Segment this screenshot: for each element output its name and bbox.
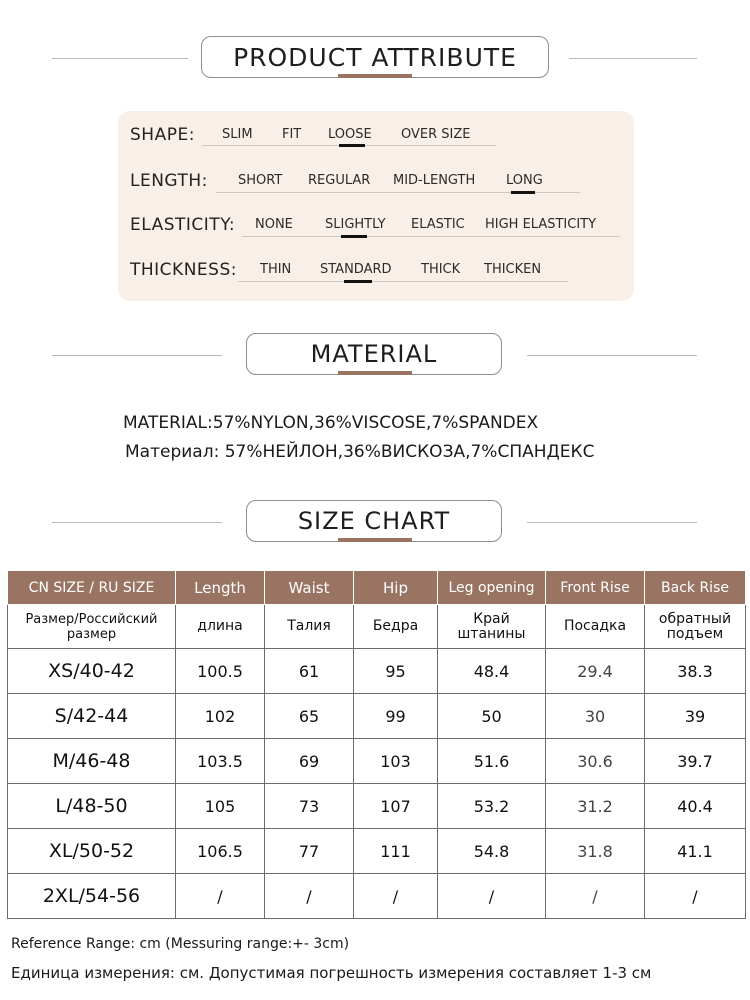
cell-size: M/46-48 xyxy=(8,739,176,784)
cell-waist: 73 xyxy=(265,784,354,829)
divider-left xyxy=(52,522,222,523)
attr-row-length xyxy=(118,171,634,201)
divider-left xyxy=(52,355,222,356)
size-chart-header xyxy=(0,498,750,548)
cell-back-rise: 39.7 xyxy=(645,739,746,784)
cell-leg-opening: / xyxy=(438,874,546,919)
section-title: MATERIAL xyxy=(246,333,502,375)
header-ru-text: Размер/Российский xyxy=(25,611,158,627)
cell-leg-opening: 51.6 xyxy=(438,739,546,784)
table-header-ru-row xyxy=(8,605,746,649)
header-ru-waist xyxy=(265,605,354,649)
divider-right xyxy=(569,58,697,59)
header-ru-size xyxy=(8,605,176,649)
header-ru-text: размер xyxy=(66,626,117,642)
attr-option: ELASTIC xyxy=(411,217,465,232)
attr-label: SHAPE: xyxy=(130,125,195,145)
cell-waist: 69 xyxy=(265,739,354,784)
cell-leg-opening: 48.4 xyxy=(438,649,546,694)
cell-front-rise: / xyxy=(546,874,645,919)
table-row xyxy=(8,694,746,739)
attr-option: THICKEN xyxy=(484,262,542,277)
cell-leg-opening: 53.2 xyxy=(438,784,546,829)
cell-size: XL/50-52 xyxy=(8,829,176,874)
attr-option: THIN xyxy=(260,262,292,277)
header-length: Length xyxy=(176,571,265,605)
cell-leg-opening: 54.8 xyxy=(438,829,546,874)
cell-hip: / xyxy=(354,874,438,919)
cell-waist: 77 xyxy=(265,829,354,874)
attr-row-thickness xyxy=(118,260,634,290)
reference-range-note: Reference Range: cm (Messuring range:+- 3cm) xyxy=(11,936,350,952)
size-chart-table xyxy=(7,570,746,919)
header-front-rise: Front Rise xyxy=(546,571,645,605)
cell-waist: 65 xyxy=(265,694,354,739)
selected-marker xyxy=(339,144,365,147)
attr-label: LENGTH: xyxy=(130,171,208,191)
cell-length: 102 xyxy=(176,694,265,739)
cell-length: 100.5 xyxy=(176,649,265,694)
header-ru-text: Посадка xyxy=(563,618,627,634)
cell-back-rise: 41.1 xyxy=(645,829,746,874)
cell-front-rise: 31.8 xyxy=(546,829,645,874)
cell-size: L/48-50 xyxy=(8,784,176,829)
cell-length: 106.5 xyxy=(176,829,265,874)
cell-back-rise: 39 xyxy=(645,694,746,739)
table-row xyxy=(8,874,746,919)
header-ru-text: обратный xyxy=(658,610,732,627)
cell-waist: / xyxy=(265,874,354,919)
material-composition-ru: Материал: 57%НЕЙЛОН,36%ВИСКОЗА,7%СПАНДЕКС xyxy=(125,442,595,462)
attr-option: SHORT xyxy=(238,173,283,188)
attr-option: REGULAR xyxy=(308,173,371,188)
attribute-panel xyxy=(118,111,634,301)
reference-range-note-ru: Единица измерения: см. Допустимая погрешность измерения составляет 1-3 см xyxy=(11,964,652,982)
table-row xyxy=(8,649,746,694)
header-size: CN SIZE / RU SIZE xyxy=(8,571,176,605)
cell-length: 103.5 xyxy=(176,739,265,784)
cell-front-rise: 30 xyxy=(546,694,645,739)
attr-option: MID-LENGTH xyxy=(393,173,476,188)
header-hip: Hip xyxy=(354,571,438,605)
cell-size: S/42-44 xyxy=(8,694,176,739)
selected-marker xyxy=(511,191,535,194)
cell-front-rise: 31.2 xyxy=(546,784,645,829)
section-title: SIZE CHART xyxy=(246,500,502,542)
header-ru-leg-opening xyxy=(438,605,546,649)
header-ru-front-rise xyxy=(546,605,645,649)
selected-marker xyxy=(341,235,367,238)
material-composition-en: MATERIAL:57%NYLON,36%VISCOSE,7%SPANDEX xyxy=(123,413,539,433)
cell-size: 2XL/54-56 xyxy=(8,874,176,919)
title-accent-bar xyxy=(338,371,412,375)
cell-hip: 99 xyxy=(354,694,438,739)
attr-option: NONE xyxy=(255,217,293,232)
cell-hip: 111 xyxy=(354,829,438,874)
cell-front-rise: 29.4 xyxy=(546,649,645,694)
attr-label: ELASTICITY: xyxy=(130,215,236,235)
header-ru-text: подъем xyxy=(666,625,724,642)
attr-option: THICK xyxy=(421,262,461,277)
attr-label: THICKNESS: xyxy=(130,260,237,280)
header-ru-hip xyxy=(354,605,438,649)
header-ru-text: Край xyxy=(473,610,510,627)
header-ru-text: Талия xyxy=(287,618,331,634)
cell-size: XS/40-42 xyxy=(8,649,176,694)
attr-option: FIT xyxy=(282,127,302,142)
header-ru-back-rise xyxy=(645,605,746,649)
cell-hip: 103 xyxy=(354,739,438,784)
attr-option: HIGH ELASTICITY xyxy=(485,217,597,232)
cell-hip: 95 xyxy=(354,649,438,694)
cell-leg-opening: 50 xyxy=(438,694,546,739)
header-ru-text: штанины xyxy=(457,625,526,642)
header-waist: Waist xyxy=(265,571,354,605)
table-row xyxy=(8,829,746,874)
attr-row-elasticity xyxy=(118,215,634,245)
section-title: PRODUCT ATTRIBUTE xyxy=(201,36,549,78)
selected-marker xyxy=(344,280,372,283)
cell-hip: 107 xyxy=(354,784,438,829)
title-accent-bar xyxy=(338,74,412,78)
cell-length: 105 xyxy=(176,784,265,829)
attr-option: OVER SIZE xyxy=(401,127,471,142)
divider-right xyxy=(527,522,697,523)
table-header-row xyxy=(8,571,746,605)
attr-row-shape xyxy=(118,125,634,155)
attr-option-selected: SLIGHTLY xyxy=(325,217,386,232)
product-attribute-header xyxy=(0,34,750,84)
cell-back-rise: 38.3 xyxy=(645,649,746,694)
attr-option-selected: STANDARD xyxy=(320,262,392,277)
cell-back-rise: 40.4 xyxy=(645,784,746,829)
cell-waist: 61 xyxy=(265,649,354,694)
header-ru-text: Бедра xyxy=(372,618,419,634)
header-leg-opening: Leg opening xyxy=(438,571,546,605)
cell-front-rise: 30.6 xyxy=(546,739,645,784)
attr-underline xyxy=(238,281,568,282)
header-back-rise: Back Rise xyxy=(645,571,746,605)
material-header xyxy=(0,331,750,381)
attr-underline xyxy=(242,236,620,237)
cell-length: / xyxy=(176,874,265,919)
cell-back-rise: / xyxy=(645,874,746,919)
attr-option: SLIM xyxy=(222,127,253,142)
title-accent-bar xyxy=(338,538,412,542)
table-row xyxy=(8,739,746,784)
attr-option-selected: LOOSE xyxy=(328,127,372,142)
attr-option-selected: LONG xyxy=(506,173,543,188)
header-ru-length xyxy=(176,605,265,649)
divider-left xyxy=(52,58,188,59)
table-row xyxy=(8,784,746,829)
header-ru-text: длина xyxy=(197,618,243,634)
divider-right xyxy=(527,355,697,356)
